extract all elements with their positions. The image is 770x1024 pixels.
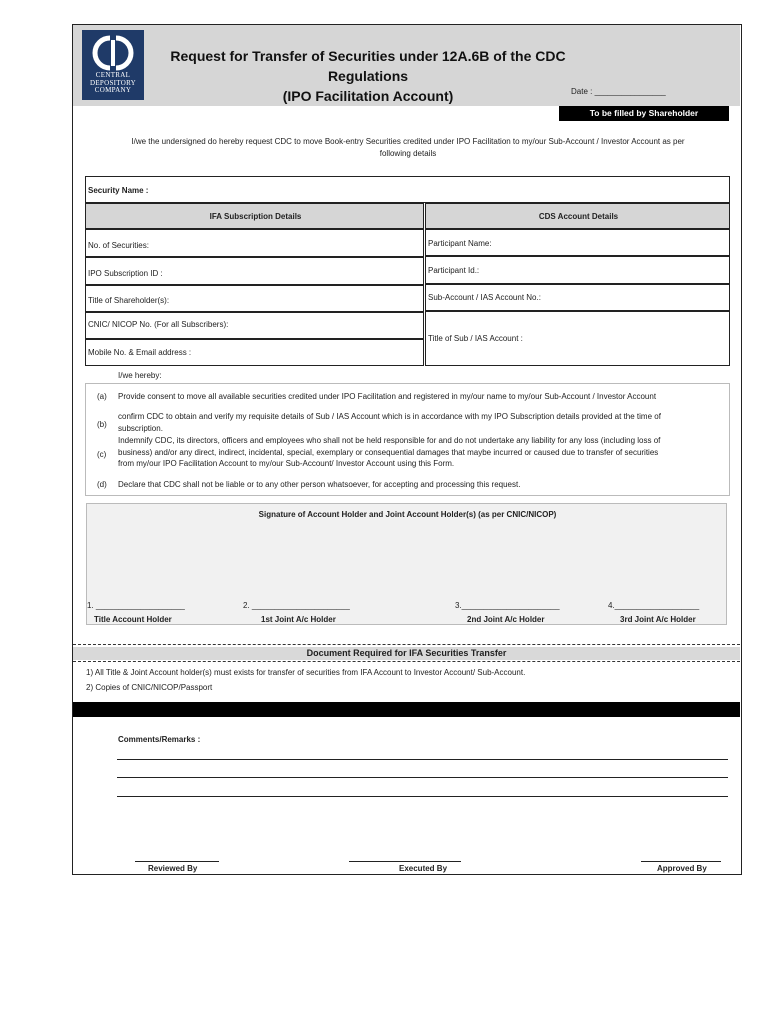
dashed-divider-top	[73, 644, 740, 645]
cdc-logo	[82, 30, 144, 100]
signature-label-4: 3rd Joint A/c Holder	[620, 615, 696, 624]
title-of-sub-account-field[interactable]: Title of Sub / IAS Account :	[425, 311, 730, 366]
clause-a-label: (a)	[97, 392, 107, 401]
signature-heading: Signature of Account Holder and Joint Account Holder(s) (as per CNIC/NICOP)	[258, 510, 557, 519]
doc-item-1: 1) All Title & Joint Account holder(s) must exists for transfer of securities from IFA Account to Investor Account/ Sub-Account.	[86, 668, 526, 677]
approved-by-label: Approved By	[657, 864, 707, 873]
signature-line-3[interactable]: 3.______________________	[455, 601, 560, 610]
signature-line-4[interactable]: 4.___________________	[608, 601, 700, 610]
form-title: Request for Transfer of Securities under 12A.6B of the CDC Regulations (IPO Facilitation Account)	[170, 48, 566, 104]
comments-label: Comments/Remarks :	[118, 735, 201, 744]
declarations-box	[85, 383, 730, 496]
signature-label-1: Title Account Holder	[94, 615, 172, 624]
to-be-filled-banner: To be filled by Shareholder	[559, 106, 729, 121]
comments-line-2[interactable]	[117, 777, 728, 778]
no-of-securities-field[interactable]: No. of Securities:	[85, 229, 424, 257]
clause-d-label: (d)	[97, 480, 107, 489]
approved-by-line[interactable]	[641, 861, 721, 862]
hereby-label: I/we hereby:	[118, 371, 162, 380]
cdc-emblem-icon	[90, 34, 136, 72]
security-name-field[interactable]: Security Name :	[85, 176, 730, 203]
ipo-subscription-id-field[interactable]: IPO Subscription ID :	[85, 257, 424, 285]
clause-b-label: (b)	[97, 420, 107, 429]
comments-line-3[interactable]	[117, 796, 728, 797]
signature-label-2: 1st Joint A/c Holder	[261, 615, 336, 624]
mobile-email-field[interactable]: Mobile No. & Email address :	[85, 339, 424, 366]
title-of-shareholder-field[interactable]: Title of Shareholder(s):	[85, 285, 424, 312]
logo-text: CENTRAL DEPOSITORY COMPANY	[89, 71, 137, 94]
signature-line-2[interactable]: 2. ______________________	[243, 601, 350, 610]
comments-line-1[interactable]	[117, 759, 728, 760]
cnic-nicop-field[interactable]: CNIC/ NICOP No. (For all Subscribers):	[85, 312, 424, 339]
signature-label-3: 2nd Joint A/c Holder	[467, 615, 545, 624]
form-frame	[72, 24, 742, 875]
dashed-divider-bottom	[73, 661, 740, 662]
clause-c-label: (c)	[97, 450, 107, 459]
executed-by-line[interactable]	[349, 861, 461, 862]
participant-id-field[interactable]: Participant Id.:	[425, 256, 730, 284]
form-header	[73, 25, 740, 106]
clause-b-text: confirm CDC to obtain and verify my requisite details of Sub / IAS Account which is in accordance with my IPO Subscription details provided at the time of subscription.	[118, 412, 661, 433]
sub-account-no-field[interactable]: Sub-Account / IAS Account No.:	[425, 284, 730, 311]
intro-text: I/we the undersigned do hereby request CDC to move Book-entry Securities credited under IPO Facilitation to my/our Sub-Account / Investor Account as per following details	[131, 137, 685, 158]
clause-d-text: Declare that CDC shall not be liable or to any other person whatsoever, for accepting and processing this request.	[118, 480, 521, 489]
black-separator-bar	[73, 702, 740, 717]
documents-required-heading: Document Required for IFA Securities Transfer	[73, 647, 740, 660]
ifa-heading: IFA Subscription Details	[85, 203, 424, 229]
clause-c-text: Indemnify CDC, its directors, officers and employees who shall not be held responsible for and do not undertake any liability for any loss (including loss of business) and/or any direct, indirect, incidental, special, exemplary or consequential damages that maybe incurred or caused due to transfer of securities from my/our IPO Facilitation Account to my/our Sub-Account/ Investor Account using this Form.	[118, 436, 661, 468]
date-field[interactable]: Date : ________________	[571, 87, 666, 96]
reviewed-by-label: Reviewed By	[148, 864, 198, 873]
reviewed-by-line[interactable]	[135, 861, 219, 862]
executed-by-label: Executed By	[399, 864, 448, 873]
clause-a-text: Provide consent to move all available securities credited under IPO Facilitation and registered in my/our name to my/our Sub-Account / Investor Account	[118, 392, 657, 401]
participant-name-field[interactable]: Participant Name:	[425, 229, 730, 256]
doc-item-2: 2) Copies of CNIC/NICOP/Passport	[86, 683, 213, 692]
signature-line-1[interactable]: 1. ____________________	[87, 601, 185, 610]
cds-heading: CDS Account Details	[425, 203, 730, 229]
